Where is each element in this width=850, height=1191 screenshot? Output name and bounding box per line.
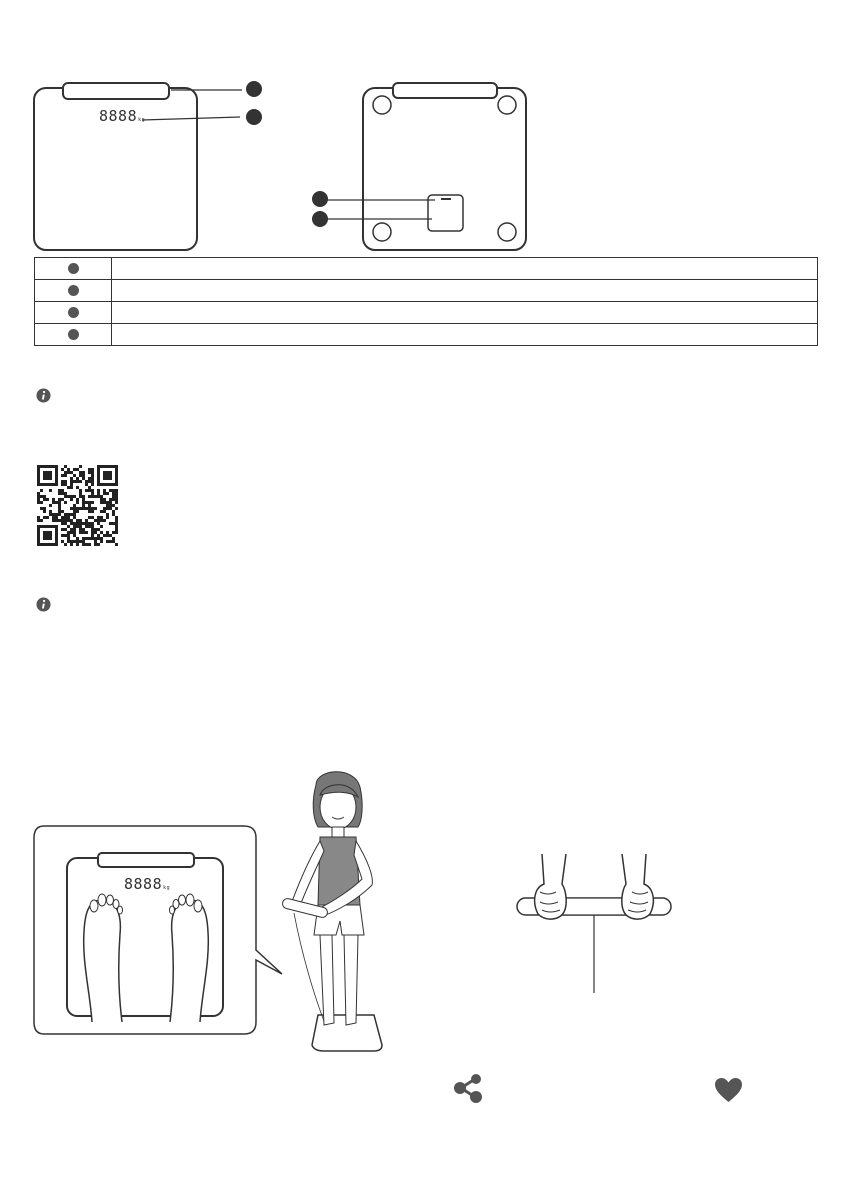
display-digits: 8888 [99, 107, 138, 125]
marker-dot-3 [68, 307, 79, 318]
scale-display [99, 107, 145, 125]
callout-scale-display [124, 875, 170, 893]
marker-2 [246, 109, 262, 125]
hands-on-handle-illustration [512, 852, 676, 998]
display-unit: kg [138, 117, 146, 123]
marker-4 [312, 211, 328, 227]
info-icon [36, 597, 51, 612]
table-row [35, 324, 818, 346]
table-row [35, 280, 818, 302]
display-unit: kg [163, 885, 171, 891]
marker-dot-4 [68, 329, 79, 340]
marker-3 [312, 191, 328, 207]
share-icon [453, 1073, 485, 1103]
feet-on-scale-callout [30, 822, 290, 1038]
parts-table [34, 257, 818, 346]
part-description [112, 258, 818, 280]
display-digits: 8888 [124, 875, 163, 893]
person-on-scale-illustration [278, 765, 388, 1055]
table-row [35, 258, 818, 280]
part-description [112, 324, 818, 346]
marker-1 [246, 81, 262, 97]
marker-dot-2 [68, 285, 79, 296]
info-icon [36, 388, 51, 403]
part-description [112, 280, 818, 302]
marker-dot-1 [68, 263, 79, 274]
table-row [35, 302, 818, 324]
qr-code [37, 465, 118, 546]
heart-icon [714, 1077, 743, 1103]
scale-front-view [30, 78, 270, 256]
part-description [112, 302, 818, 324]
scale-back-view [305, 78, 535, 256]
